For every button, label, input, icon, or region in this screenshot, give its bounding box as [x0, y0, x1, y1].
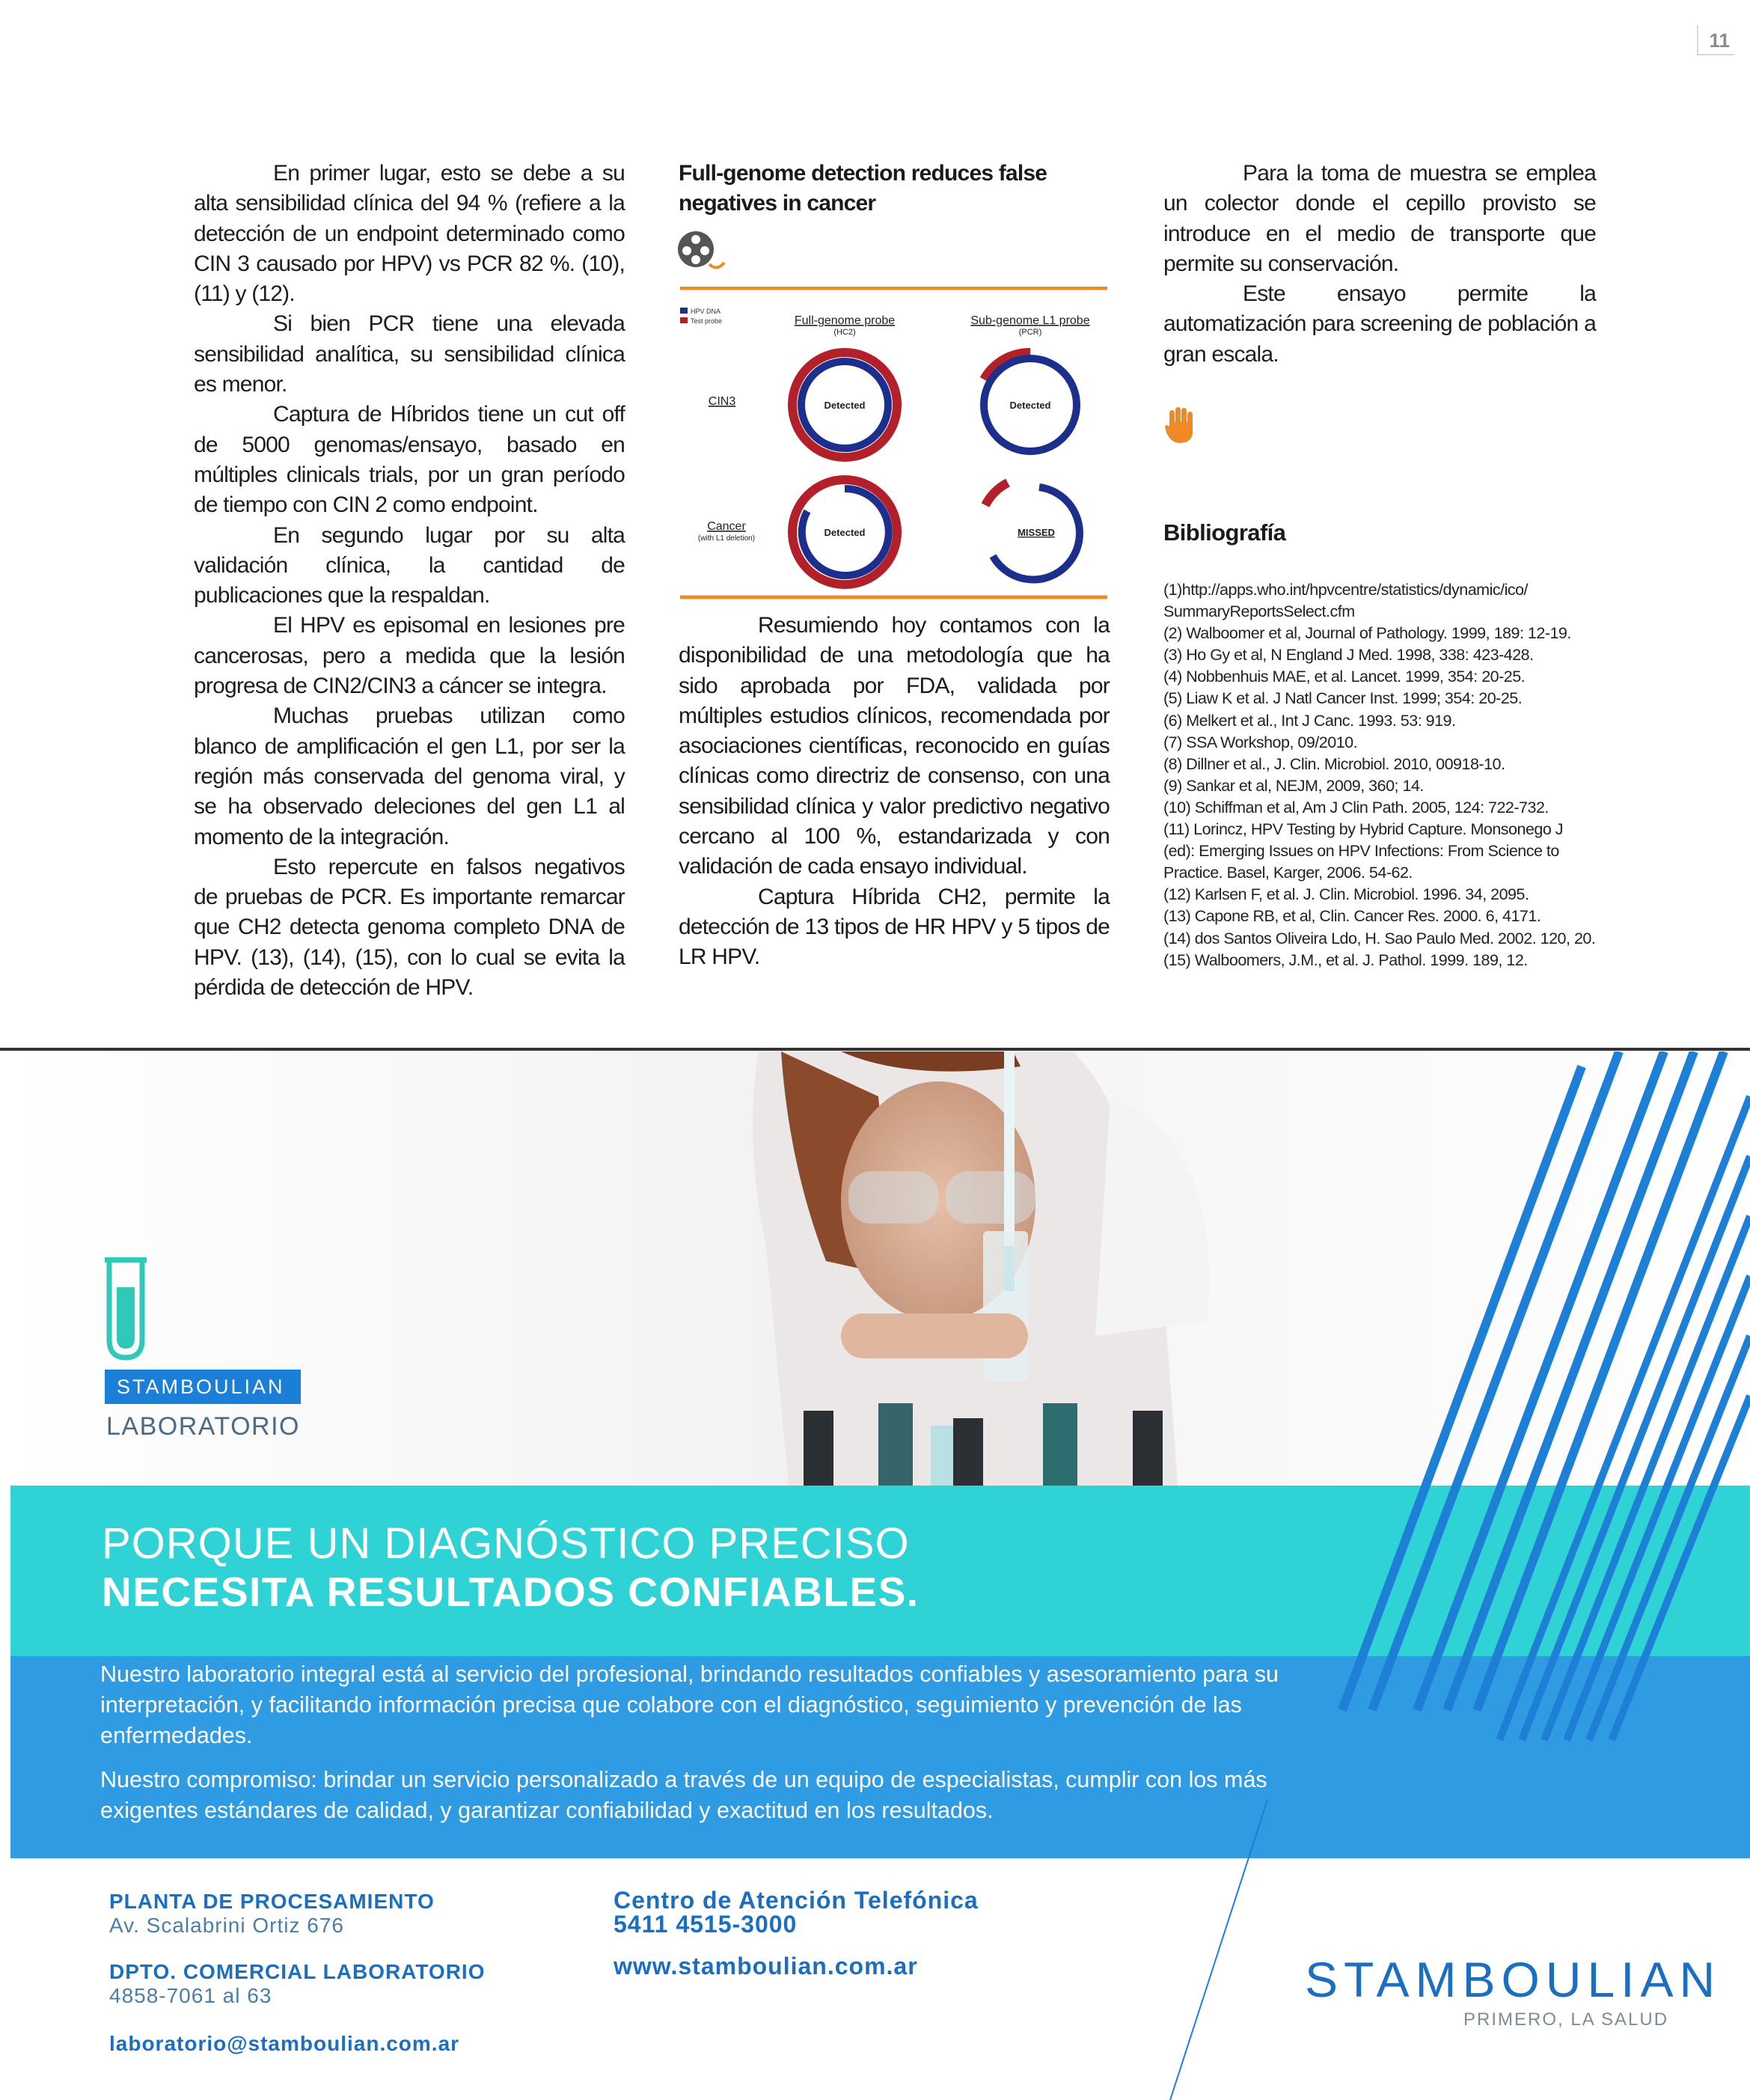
reference-item: (14) dos Santos Oliveira Ldo, H. Sao Paulo Med. 2002. 120, 20.	[1163, 929, 1596, 947]
centro-phone: 5411 4515-3000	[614, 1911, 798, 1938]
reference-item: (2) Walboomer et al, Journal of Pathology. 1999, 189: 12-19.	[1163, 624, 1571, 643]
advertisement	[10, 1051, 1750, 2100]
paragraph: Si bien PCR tiene una elevada sensibilidad analítica, su sensibilidad clínica es menor.	[194, 311, 625, 397]
col-full-sub: (HC2)	[833, 328, 856, 337]
website-link[interactable]: www.stamboulian.com.ar	[614, 1953, 918, 1980]
email-link[interactable]: laboratorio@stamboulian.com.ar	[109, 2032, 460, 2055]
row-cin3-label: CIN3	[708, 395, 736, 408]
reference-item: (12) Karlsen F, et al. J. Clin. Microbiol. 1996. 34, 2095.	[1163, 885, 1529, 904]
stamboulian-logo: STAMBOULIAN	[1305, 1952, 1722, 2007]
planta-address: Av. Scalabrini Ortiz 676	[109, 1914, 344, 1937]
row-cancer-label: Cancer	[707, 520, 746, 533]
headline-line-2: NECESITA RESULTADOS CONFIABLES.	[102, 1569, 920, 1615]
col-full-label: Full-genome probe	[794, 314, 896, 327]
section-divider	[0, 1048, 1750, 1051]
dpto-phone: 4858-7061 al 63	[109, 1984, 272, 2007]
ad-paragraph: Nuestro laboratorio integral está al servicio del profesional, brindando resultados confiables y asesoramiento para su interpretación, y facilitando información precisa que colabore con el diagnóstico, seguimiento y prevención de las enfermedades.	[100, 1661, 1279, 1748]
centro-contact	[614, 1888, 979, 1936]
row-cancer-sub: (with L1 deletion)	[697, 534, 756, 543]
web-contact[interactable]	[614, 1954, 918, 1978]
reference-item: (13) Capone RB, et al, Clin. Cancer Res. 2000. 6, 4171.	[1163, 907, 1541, 926]
centro-heading: Centro de Atención Telefónica	[614, 1887, 979, 1914]
col-sub-sub: (PCR)	[1018, 328, 1042, 337]
paragraph: En primer lugar, esto se debe a su alta sensibilidad clínica del 94 % (refiere a la detección de un endpoint determinado como CIN 3 causado por HPV) vs PCR 82 %. (10), (11) y (12).	[194, 161, 625, 307]
bibliography-heading: Bibliografía	[1163, 519, 1286, 546]
email-contact[interactable]	[109, 2032, 459, 2056]
paragraph: En segundo lugar por su alta validación clínica, la cantidad de publicaciones que la respaldan.	[194, 522, 625, 608]
planta-contact	[109, 1890, 435, 1938]
column-2	[679, 611, 1110, 973]
paragraph: Para la toma de muestra se emplea un colector donde el cepillo provisto se introduce en el medio de transporte que permite su conservación.	[1163, 161, 1596, 276]
reference-item: (9) Sankar et al, NEJM, 2009, 360; 14.	[1163, 776, 1424, 795]
paragraph: Captura Híbrida CH2, permite la detección de 13 tipos de HR HPV y 5 tipos de LR HPV.	[679, 884, 1110, 970]
ad-paragraph: Nuestro compromiso: brindar un servicio personalizado a través de un equipo de especialistas, cumplir con los más exigentes estándares de calidad, y garantizar confiabilidad y exactitud en los resultados.	[100, 1767, 1267, 1823]
figure-title: Full-genome detection reduces false negatives in cancer	[679, 161, 1047, 216]
probe-arc	[985, 483, 1008, 505]
detected-label: Detected	[824, 400, 866, 411]
column-3	[1163, 159, 1596, 370]
bibliography-list	[1163, 579, 1597, 971]
missed-label: MISSED	[1018, 527, 1055, 538]
legend-swatch-probe	[680, 317, 688, 323]
headline-line-1: PORQUE UN DIAGNÓSTICO PRECISO	[102, 1519, 910, 1568]
dpto-heading: DPTO. COMERCIAL LABORATORIO	[109, 1960, 486, 1983]
legend-swatch-dna	[680, 308, 688, 314]
col-sub-label: Sub-genome L1 probe	[970, 314, 1090, 327]
paragraph: Este ensayo permite la automatización para screening de población a gran escala.	[1163, 281, 1596, 367]
legend-probe: Test probe	[691, 317, 723, 325]
detection-figure	[679, 287, 1109, 601]
reference-item: (6) Melkert et al., Int J Canc. 1993. 53: 919.	[1163, 711, 1456, 730]
reference-item: (15) Walboomers, J.M., et al. J. Pathol. 1999. 189, 12.	[1163, 950, 1528, 969]
legend-dna: HPV DNA	[691, 308, 721, 315]
reference-item: (4) Nobbenhuis MAE, et al. Lancet. 1999, 354: 20-25.	[1163, 668, 1526, 686]
reference-item: (10) Schiffman et al, Am J Clin Path. 2005, 124: 722-732.	[1163, 798, 1549, 817]
paragraph: Resumiendo hoy contamos con la disponibilidad de una metodología que ha sido aprobada por FDA, validada por múltiples estudios clínicos, recomendada por asociaciones científicas, reconocido en guías clínicas como directriz de consenso, con una sensibilidad clínica y valor predictivo negativo cercano al 100 %, estandarizada y con validación de cada ensayo individual.	[679, 613, 1110, 879]
paragraph: Muchas pruebas utilizan como blanco de amplificación el gen L1, por ser la región más conservada del genoma viral, y se ha observado deleciones del gen L1 al momento de la integración.	[194, 703, 625, 849]
film-reel-icon	[675, 228, 727, 277]
brand-name: STAMBOULIAN	[105, 1370, 301, 1404]
paragraph: Esto repercute en falsos negativos de pruebas de PCR. Es importante remarcar que CH2 detecta genoma completo DNA de HPV. (13), (14), (15), con lo cual se evita la pérdida de detección de HPV.	[194, 854, 625, 1001]
reference-item: (7) SSA Workshop, 09/2010.	[1163, 733, 1358, 751]
reference-item: (5) Liaw K et al. J Natl Cancer Inst. 1999; 354: 20-25.	[1163, 689, 1523, 708]
reference-item: (11) Lorincz, HPV Testing by Hybrid Capture. Monsonego J (ed): Emerging Issues on HPV Infections: From Science to Practice. Basel, Karger, 2006. 54-62.	[1163, 820, 1564, 882]
reference-item: (1)http://apps.who.int/hpvcentre/statistics/dynamic/ico/ SummaryReportsSelect.cfm	[1163, 581, 1529, 621]
paragraph: El HPV es episomal en lesiones pre cancerosas, pero a medida que la lesión progresa de CIN2/CIN3 a cáncer se integra.	[194, 613, 625, 699]
reference-item: (8) Dillner et al., J. Clin. Microbiol. 2010, 00918-10.	[1163, 754, 1505, 773]
planta-heading: PLANTA DE PROCESAMIENTO	[109, 1890, 435, 1913]
ad-body	[100, 1659, 1335, 1840]
logo-tagline: PRIMERO, LA SALUD	[1463, 2009, 1669, 2030]
reference-item: (3) Ho Gy et al, N England J Med. 1998, 338: 423-428.	[1163, 646, 1534, 665]
test-tube-logo-icon	[105, 1257, 147, 1366]
page-number: 11	[1697, 25, 1734, 55]
column-1	[194, 159, 625, 1003]
hand-icon	[1163, 406, 1199, 448]
detected-label: Detected	[1009, 400, 1051, 411]
dpto-contact	[109, 1960, 486, 2008]
detected-label: Detected	[824, 527, 866, 538]
brand-subtitle: LABORATORIO	[106, 1412, 300, 1441]
paragraph: Captura de Híbridos tiene un cut off de 5000 genomas/ensayo, basado en múltiples clinicals trials, por un gran período de tiempo con CIN 2 como endpoint.	[194, 402, 625, 518]
